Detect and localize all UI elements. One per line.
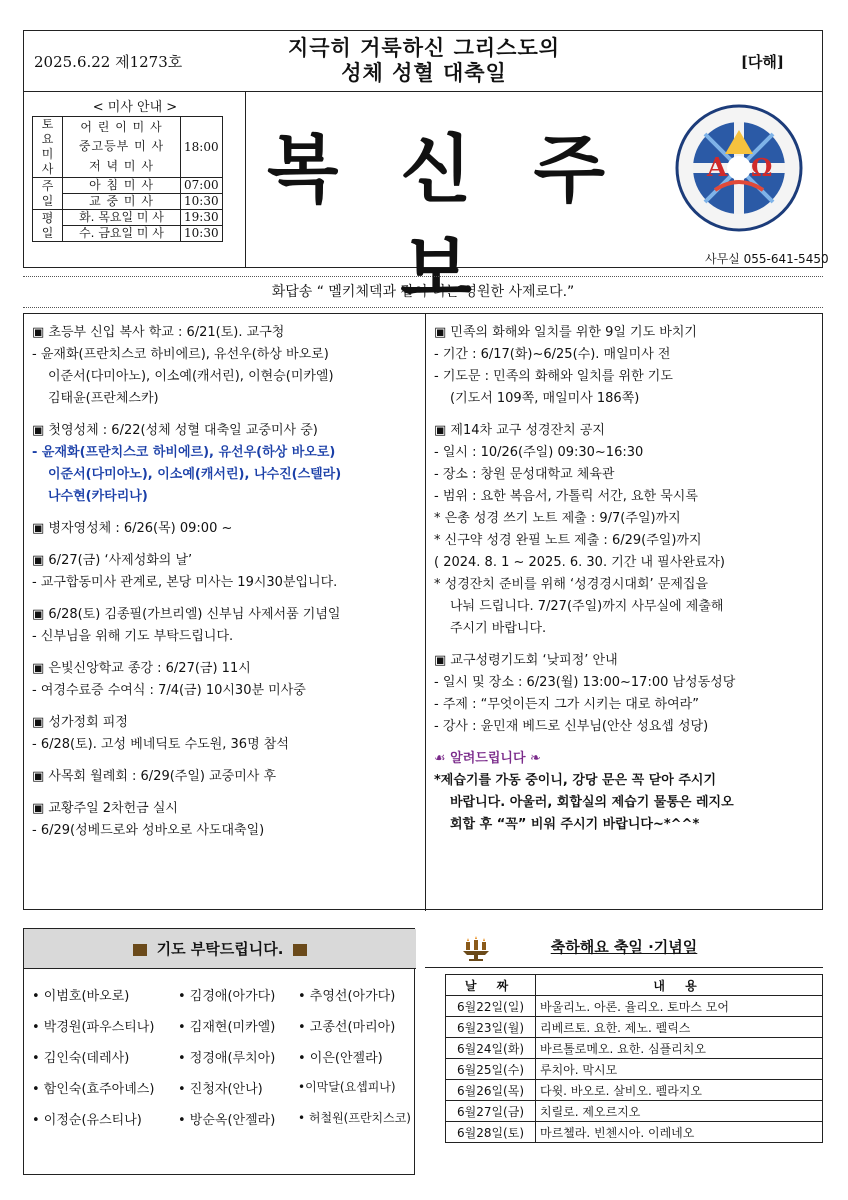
prayer-request-title: 기도 부탁드립니다. xyxy=(156,940,284,958)
feast-day-table xyxy=(445,974,823,1143)
notice-bible-festival: ▣ 제14차 교구 성경잔치 공지 - 일시 : 10/26(주일) 09:30~16:30 - 장소 : 창원 문성대학교 체육관 - 범위 : 요한 복음서, 가톨릭 서간, 요한 묵시록 * 은총 성경 쓰기 노트 제출 : 9/7(주일)까지 * 신구약 성경 완필 노트 제출 : 6/29(주일)까지 ( 2024. 8. 1 ~ 2025. 6. 30. 기간 내 필사완료자) * 성경잔치 준비를 위해 ‘성경경시대회’ 문제집을 나눠 드립니다. 7/27(주일)까지 사무실에 제출해 주시기 바랍니다. xyxy=(434,423,726,636)
prayer-name: •이막달(요셉피나) xyxy=(298,1080,396,1094)
mass-schedule-table xyxy=(32,116,223,242)
prayer-name: • 김경애(아가다) xyxy=(178,989,276,1004)
prayer-name: • 박경원(파우스티나) xyxy=(32,1020,155,1035)
week-mass-1-time: 19:30 xyxy=(181,210,223,226)
table-row: 6월28일(토) 마르첼라. 빈첸시아. 이레네오 xyxy=(446,1122,823,1143)
table-row: 6월22일(일) 바울리노. 아론. 율리오. 토마스 모어 xyxy=(446,996,823,1017)
table-row: 6월24일(화) 바르톨로메오. 요한. 심플리치오 xyxy=(446,1038,823,1059)
notice-first-communion: ▣ 첫영성체 : 6/22(성체 성혈 대축일 교중미사 중) - 윤재화(프란치스코 하비에르), 유선우(하상 바오로) 이준서(다미아노), 이소예(캐서린), 나수진(스텔라) 나수현(카타리나) xyxy=(32,423,342,504)
prayer-request-header xyxy=(24,929,416,969)
week-group-label: 평일 xyxy=(33,210,63,242)
prayer-name-list xyxy=(32,985,412,1128)
table-row: 6월26일(목) 다윗. 바오로. 살비오. 펠라지오 xyxy=(446,1080,823,1101)
svg-text:Ω: Ω xyxy=(751,153,773,182)
sun-mass-2-time: 10:30 xyxy=(181,194,223,210)
feast-day-header xyxy=(425,928,823,968)
week-mass-2-time: 10:30 xyxy=(181,226,223,242)
prayer-name: • 김재현(미카엘) xyxy=(178,1020,276,1035)
prayer-name: • 고종선(마리아) xyxy=(298,1020,396,1035)
sun-mass-2: 교 중 미 사 xyxy=(63,194,181,210)
prayer-name: • 추영선(아가다) xyxy=(298,989,396,1004)
responsorial-psalm: 화답송 “ 멜키체덱과 같이 너는 영원한 사제로다.” xyxy=(23,276,823,308)
prayer-name: • 함인숙(효주아녜스) xyxy=(32,1082,155,1097)
prayer-request-box xyxy=(23,928,415,1175)
notices-right-column xyxy=(426,314,824,911)
sat-mass-time: 18:00 xyxy=(181,117,223,178)
feast-title-line2: 성체 성혈 대축일 xyxy=(341,60,507,85)
office-phone: 사무실 055-641-5450 xyxy=(705,252,829,266)
prayer-name: • 진청자(안나) xyxy=(178,1082,263,1097)
table-row: 6월23일(월) 리베르토. 요한. 제노. 펠릭스 xyxy=(446,1017,823,1038)
notice-spirit-retreat: ▣ 교구성령기도회 ‘낮피정’ 안내 - 일시 및 장소 : 6/23(월) 13:00~17:00 남성동성당 - 주제 : “무엇이든지 그가 시키는 대로 하여라” - 강사 : 윤민재 베드로 신부님(안산 성요셉 성당) xyxy=(434,653,736,734)
issue-date: 2025.6.22 제1273호 xyxy=(34,53,183,71)
prayer-name: • 김인숙(데레사) xyxy=(32,1051,130,1066)
notice-silver-school: ▣ 은빛신앙학교 종강 : 6/27(금) 11시 - 여경수료증 수여식 : 7/4(금) 10시30분 미사중 xyxy=(32,661,306,698)
feast-title-line1: 지극히 거룩하신 그리스도의 xyxy=(287,35,561,60)
header-box xyxy=(23,30,823,92)
sat-mass-2: 중고등부 미 사 xyxy=(63,137,181,157)
mass-schedule xyxy=(24,92,246,267)
masthead-title: 복 신 주 보 xyxy=(267,127,623,313)
prayer-name: • 이범호(바오로) xyxy=(32,989,130,1004)
notice-announcement: ☙ 알려드립니다 ❧ *제습기를 가동 중이니, 강당 문은 꼭 닫아 주시기 바랍니다. 아울러, 회합실의 제습기 물통은 레지오 회합 후 “꼭” 비워 주시기 바랍니다~*^^* xyxy=(434,751,734,832)
liturgical-year-tag: [다해] xyxy=(740,53,784,71)
notices-left-column xyxy=(24,314,426,911)
prayer-name: • 이정순(유스티나) xyxy=(32,1113,142,1128)
svg-text:A: A xyxy=(707,153,728,183)
notice-reconciliation-novena: ▣ 민족의 화해와 일치를 위한 9일 기도 바치기 - 기간 : 6/17(화)~6/25(수). 매일미사 전 - 기도문 : 민족의 화해와 일치를 위한 기도 (기도서 109쪽, 매일미사 186쪽) xyxy=(434,325,697,406)
table-row: 6월27일(금) 치릴로. 제오르지오 xyxy=(446,1101,823,1122)
feast-day-title: 축하해요 축일 ·기념일 xyxy=(550,938,698,956)
bullet-square-icon xyxy=(293,944,307,956)
notice-pastoral-council: ▣ 사목회 월례회 : 6/29(주일) 교중미사 후 xyxy=(32,769,277,784)
sun-mass-1: 아 침 미 사 xyxy=(63,178,181,194)
notice-ordination-anniversary: ▣ 6/28(토) 김종필(가브리엘) 신부님 사제서품 기념일 - 신부님을 위해 기도 부탁드립니다. xyxy=(32,607,341,644)
feast-day-box xyxy=(425,928,823,1175)
notice-papal-collection: ▣ 교황주일 2차헌금 실시 - 6/29(성베드로와 성바오로 사도대축일) xyxy=(32,801,265,838)
prayer-name: • 방순옥(안젤라) xyxy=(178,1113,276,1128)
sat-group-label: 토요 미사 xyxy=(33,117,63,178)
bullet-square-icon xyxy=(133,944,147,956)
sat-mass-1: 어 린 이 미 사 xyxy=(63,117,181,138)
feast-title xyxy=(214,35,634,85)
sat-mass-3: 저 녁 미 사 xyxy=(63,157,181,178)
mass-schedule-title: < 미사 안내 > xyxy=(92,100,178,115)
col-content-header: 내 용 xyxy=(536,975,823,996)
notice-holy-family-retreat: ▣ 성가정회 피정 - 6/28(토). 고성 베네딕토 수도원, 36명 참석 xyxy=(32,715,289,752)
prayer-name: • 정경애(루치아) xyxy=(178,1051,276,1066)
prayer-name: • 이은(안젤라) xyxy=(298,1051,383,1066)
parish-logo-icon xyxy=(655,94,823,244)
week-mass-2: 수. 금요일 미 사 xyxy=(63,226,181,242)
notice-priest-day: ▣ 6/27(금) ‘사제성화의 날’ - 교구합동미사 관계로, 본당 미사는 19시30분입니다. xyxy=(32,553,338,590)
sun-group-label: 주일 xyxy=(33,178,63,210)
notice-sick-communion: ▣ 병자영성체 : 6/26(목) 09:00 ~ xyxy=(32,521,233,536)
sun-mass-1-time: 07:00 xyxy=(181,178,223,194)
table-row: 6월25일(수) 루치아. 막시모 xyxy=(446,1059,823,1080)
col-date-header: 날 짜 xyxy=(446,975,536,996)
notices-section xyxy=(23,313,823,910)
prayer-name: • 허철원(프란치스코) xyxy=(298,1111,411,1125)
notice-altar-server-school: ▣ 초등부 신입 복사 학교 : 6/21(토). 교구청 - 윤재화(프란치스코 하비에르), 유선우(하상 바오로) 이준서(다미아노), 이소예(캐서린), 이현승(미카엘) 김태윤(프란체스카) xyxy=(32,325,334,406)
week-mass-1: 화. 목요일 미 사 xyxy=(63,210,181,226)
